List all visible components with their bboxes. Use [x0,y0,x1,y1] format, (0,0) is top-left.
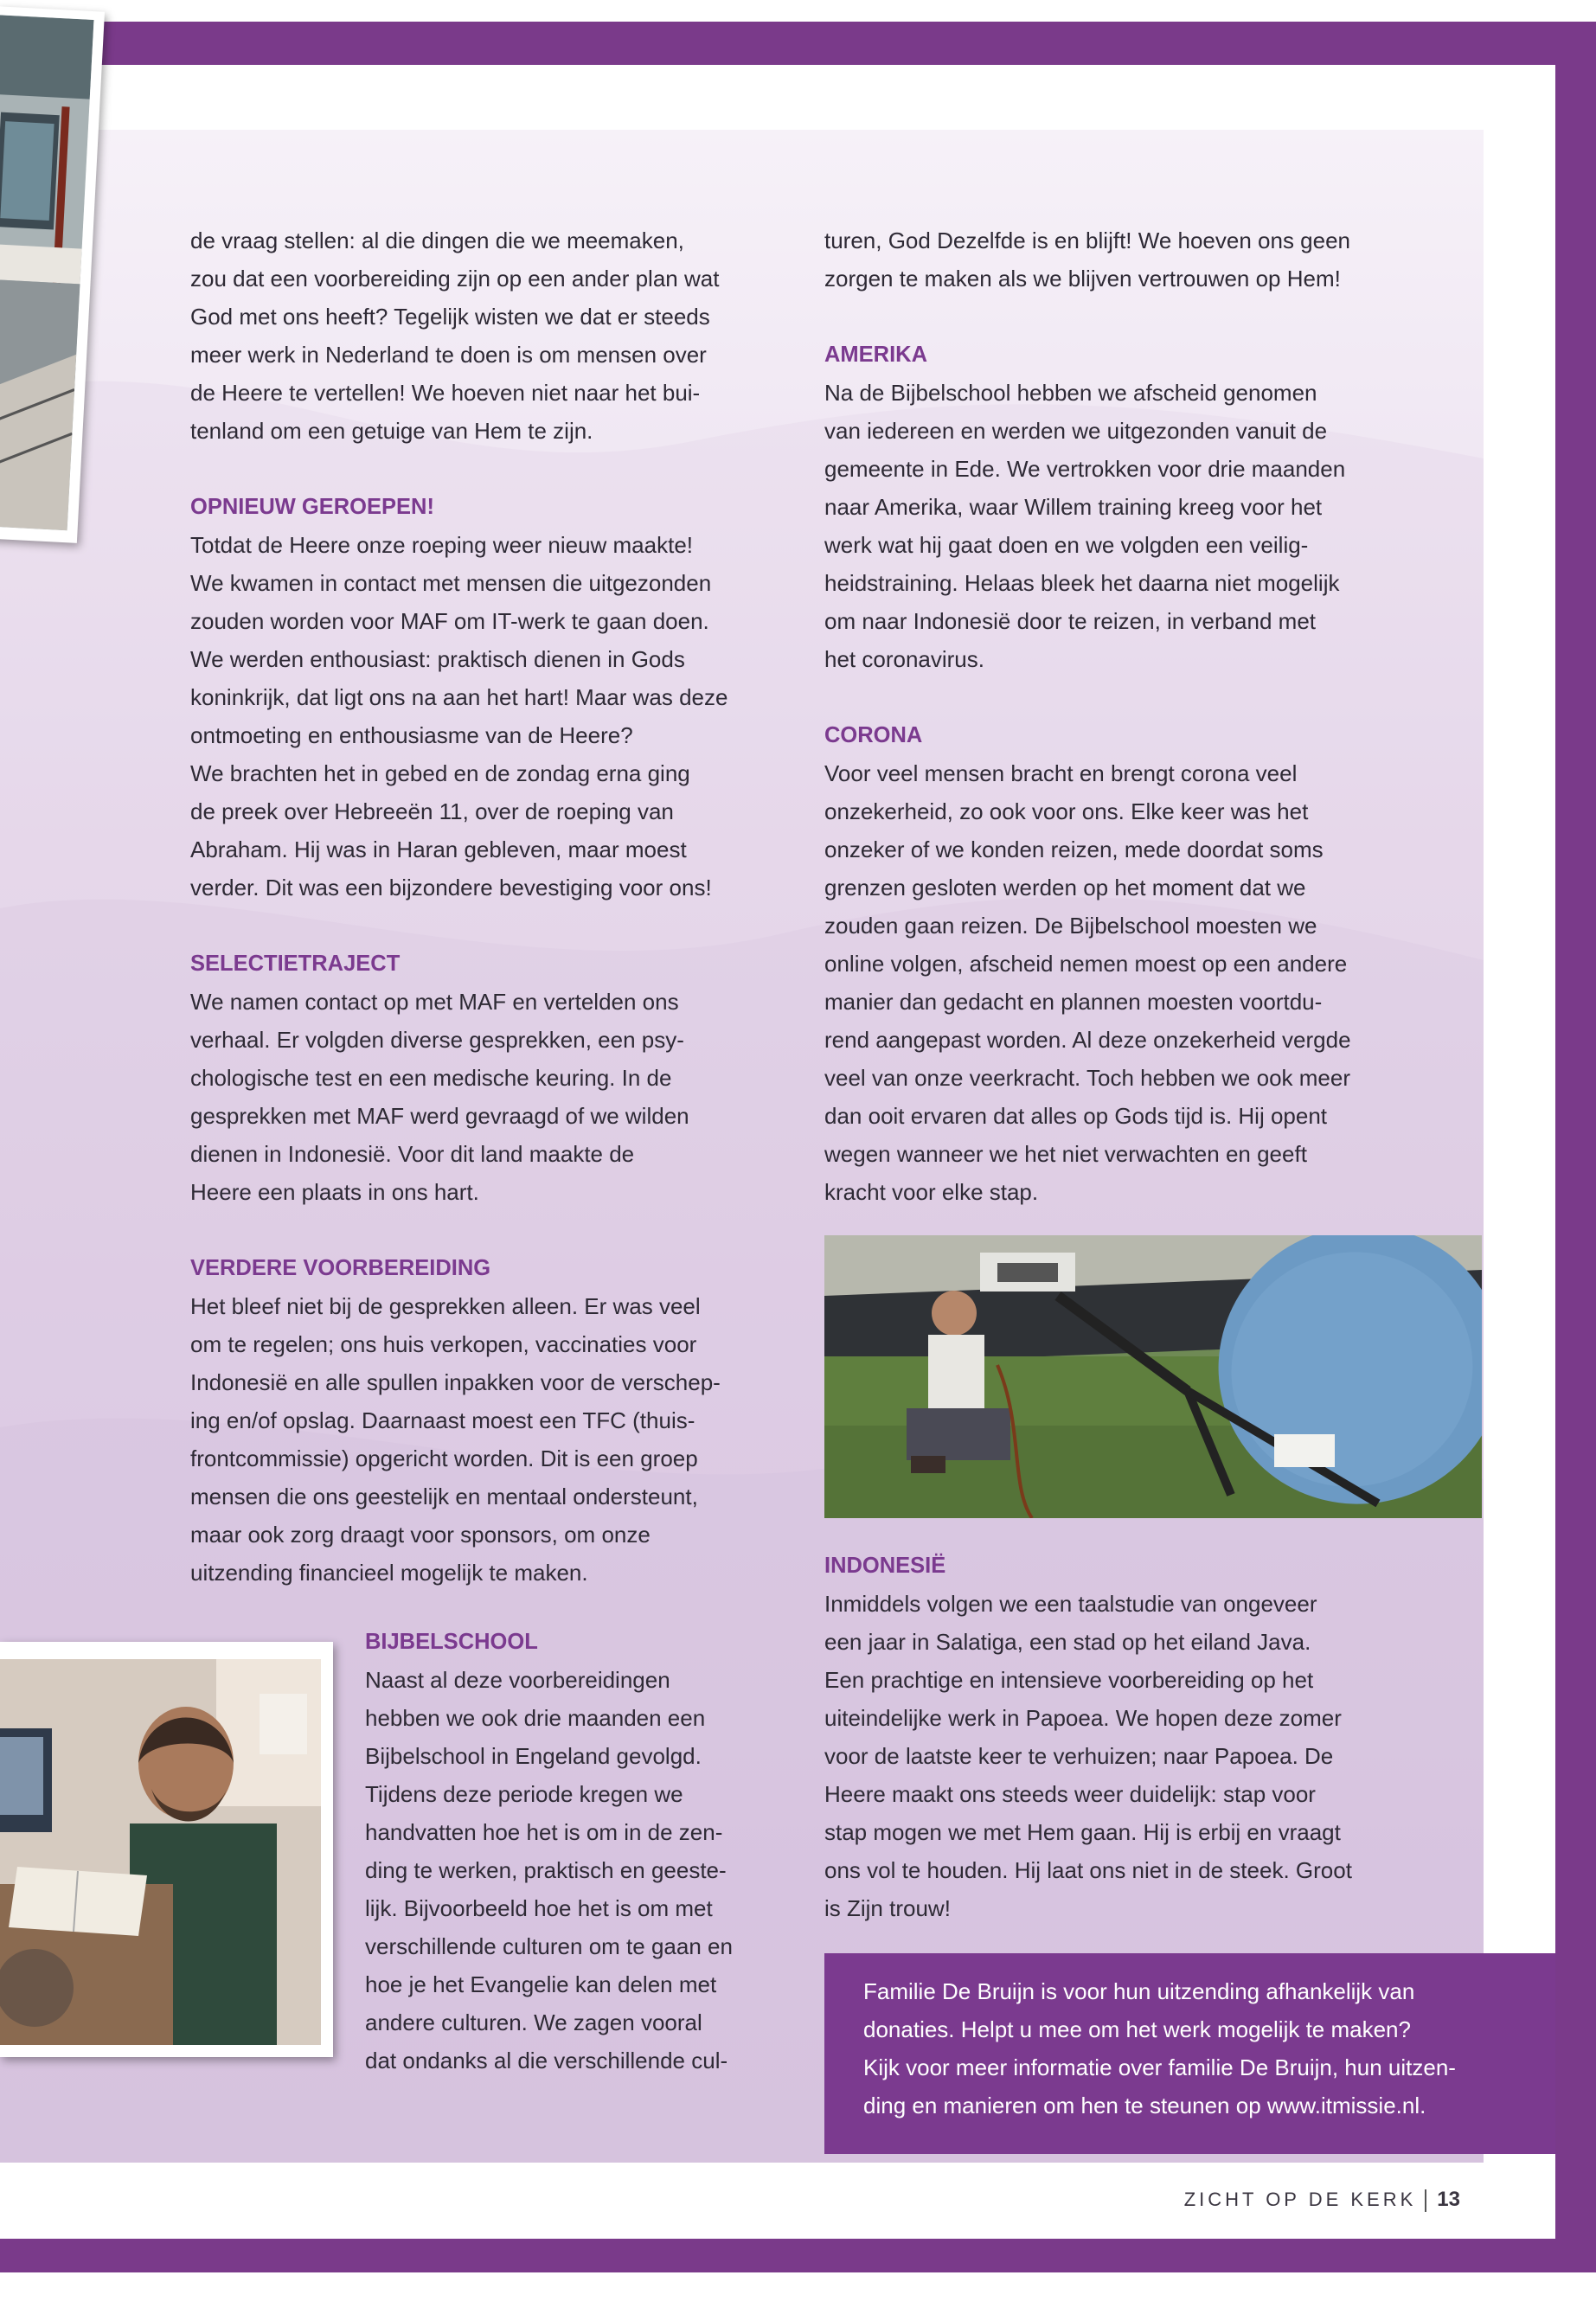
body-text-line: tenland om een getuige van Hem te zijn. [190,418,593,444]
body-text-line: Een prachtige en intensieve voorbereiding op het [824,1667,1314,1693]
section-heading: BIJBELSCHOOL [365,1630,538,1654]
body-text-line: Abraham. Hij was in Haran gebleven, maar moest [190,836,687,862]
body-text-line: een jaar in Salatiga, een stad op het eiland Java. [824,1629,1311,1655]
body-text-line: lijk. Bijvoorbeeld hoe het is om met [365,1895,713,1921]
body-text-line: Na de Bijbelschool hebben we afscheid genomen [824,380,1317,406]
left-column [190,221,783,1592]
body-text-line: Totdat de Heere onze roeping weer nieuw maakte! [190,532,694,558]
body-text-line: heidstraining. Helaas bleek het daarna niet mogelijk [824,570,1340,596]
callout-text-line: Kijk voor meer informatie over familie De Bruijn, hun uitzen- [863,2054,1456,2080]
paragraph-spacer [190,907,783,945]
body-text-line: koninkrijk, dat ligt ons na aan het hart! Maar was deze [190,684,728,710]
section-heading: SELECTIETRAJECT [190,952,401,976]
indonesie-section [824,1547,1417,1927]
body-text-line: zouden gaan reizen. De Bijbelschool moesten we [824,913,1317,939]
body-text-line: manier dan gedacht en plannen moesten voortdu- [824,989,1323,1015]
body-text-line: naar Amerika, waar Willem training kreeg voor het [824,494,1323,520]
body-text-line: maar ook zorg draagt voor sponsors, om onze [190,1522,651,1548]
magazine-name: ZICHT OP DE KERK [1183,2189,1417,2210]
body-text-line: ontmoeting en enthousiasme van de Heere? [190,722,633,748]
paragraph-spacer [824,298,1417,336]
body-text-line: handvatten hoe het is om in de zen- [365,1819,723,1845]
body-text-line: grenzen gesloten werden op het moment dat we [824,875,1306,901]
body-text-line: ons vol te houden. Hij laat ons niet in de steek. Groot [824,1857,1352,1883]
body-text-line: gesprekken met MAF werd gevraagd of we wilden [190,1103,689,1129]
body-text-line: Tijdens deze periode kregen we [365,1781,683,1807]
body-text-line: verschillende culturen om te gaan en [365,1933,733,1959]
body-text-line: mensen die ons geestelijk en mentaal ondersteunt, [190,1484,698,1509]
body-text-line: van iedereen en werden we uitgezonden vanuit de [824,418,1328,444]
body-text-line: dat ondanks al die verschillende cul- [365,2048,728,2073]
body-text-line: om naar Indonesië door te reizen, in verband met [824,608,1317,634]
section-heading: OPNIEUW GEROEPEN! [190,495,434,519]
callout-text-line: donaties. Helpt u mee om het werk mogelijk te maken? [863,2016,1411,2042]
satellite-dish-illustration [824,1235,1482,1518]
body-text-line: We kwamen in contact met mensen die uitgezonden [190,570,712,596]
section-heading: INDONESIË [824,1554,946,1578]
body-text-line: ing en/of opslag. Daarnaast moest een TFC (thuis- [190,1407,695,1433]
body-text-line: Indonesië en alle spullen inpakken voor de verschep- [190,1369,721,1395]
body-text-line: veel van onze veerkracht. Toch hebben we ook meer [824,1065,1350,1091]
body-text-line: Het bleef niet bij de gesprekken alleen. Er was veel [190,1293,701,1319]
body-text-line: voor de laatste keer te verhuizen; naar Papoea. De [824,1743,1334,1769]
body-text-line: dan ooit ervaren dat alles op Gods tijd is. Hij opent [824,1103,1328,1129]
body-text-line: de Heere te vertellen! We hoeven niet naar het bui- [190,380,701,406]
page-frame-right [1555,22,1596,2272]
body-text-line: is Zijn trouw! [824,1895,951,1921]
page-number: 13 [1437,2188,1460,2211]
donation-callout-box [824,1953,1555,2154]
body-text-line: hebben we ook drie maanden een [365,1705,706,1731]
body-text-line: online volgen, afscheid nemen moest op een andere [824,951,1348,977]
body-text-line: dienen in Indonesië. Voor dit land maakte de [190,1141,635,1167]
body-text-line: We werden enthousiast: praktisch dienen in Gods [190,646,685,672]
body-text-line: chologische test en een medische keuring. In de [190,1065,672,1091]
body-text-line: Heere een plaats in ons hart. [190,1179,479,1205]
body-text-line: Voor veel mensen bracht en brengt corona veel [824,760,1298,786]
body-text-line: We brachten het in gebed en de zondag erna ging [190,760,690,786]
body-text-line: We namen contact op met MAF en vertelden ons [190,989,679,1015]
body-text-line: wegen wanneer we het niet verwachten en geeft [824,1141,1307,1167]
section-heading: CORONA [824,723,923,747]
body-text-line: Inmiddels volgen we een taalstudie van ongeveer [824,1591,1317,1617]
bijbelschool-section [365,1623,785,2080]
body-text-line: om te regelen; ons huis verkopen, vaccinaties voor [190,1331,697,1357]
body-text-line: verder. Dit was een bijzondere bevestiging voor ons! [190,875,712,901]
body-text-line: Bijbelschool in Engeland gevolgd. [365,1743,702,1769]
section-heading: VERDERE VOORBEREIDING [190,1256,491,1280]
man-studying-photo [0,1659,321,2045]
page-frame-bottom [0,2239,1596,2272]
paragraph-spacer [190,1211,783,1249]
body-text-line: de preek over Hebreeën 11, over de roeping van [190,798,674,824]
body-text-line: stap mogen we met Hem gaan. Hij is erbij en vraagt [824,1819,1341,1845]
paragraph-spacer [190,450,783,488]
page-footer [1125,2185,1460,2214]
body-text-line: zorgen te maken als we blijven vertrouwen op Hem! [824,266,1341,292]
body-text-line: zou dat een voorbereiding zijn op een ander plan wat [190,266,720,292]
body-text-line: frontcommissie) opgericht worden. Dit is een groep [190,1445,698,1471]
body-text-line: de vraag stellen: al die dingen die we meemaken, [190,228,684,253]
body-text-line: rend aangepast worden. Al deze onzekerheid vergde [824,1027,1351,1053]
body-text-line: ding te werken, praktisch en geeste- [365,1857,727,1883]
body-text-line: uitzending financieel mogelijk te maken. [190,1560,588,1586]
body-text-line: Naast al deze voorbereidingen [365,1667,670,1693]
callout-text-line: ding en manieren om hen te steunen op www.itmissie.nl. [863,2093,1426,2118]
right-column [824,221,1417,1211]
body-text-line: werk wat hij gaat doen en we volgden een veilig- [824,532,1309,558]
callout-text-line: Familie De Bruijn is voor hun uitzending afhankelijk van [863,1978,1415,2004]
photo-man-studying-frame [0,1642,333,2057]
footer-separator [1425,2189,1426,2212]
satellite-dish-photo [824,1235,1482,1518]
section-heading: AMERIKA [824,343,927,367]
body-text-line: Heere maakt ons steeds weer duidelijk: stap voor [824,1781,1316,1807]
body-text-line: andere culturen. We zagen vooral [365,2009,702,2035]
body-text-line: onzeker of we konden reizen, mede doordat soms [824,836,1324,862]
body-text-line: God met ons heeft? Tegelijk wisten we dat er steeds [190,304,710,330]
page-frame-top [0,22,1555,65]
body-text-line: uiteindelijke werk in Papoea. We hopen deze zomer [824,1705,1342,1731]
body-text-line: verhaal. Er volgden diverse gesprekken, een psy- [190,1027,684,1053]
body-text-line: zouden worden voor MAF om IT-werk te gaan doen. [190,608,709,634]
body-text-line: onzekerheid, zo ook voor ons. Elke keer was het [824,798,1309,824]
body-text-line: hoe je het Evangelie kan delen met [365,1971,717,1997]
body-text-line: turen, God Dezelfde is en blijft! We hoeven ons geen [824,228,1351,253]
body-text-line: gemeente in Ede. We vertrokken voor drie maanden [824,456,1346,482]
paragraph-spacer [824,678,1417,716]
body-text-line: meer werk in Nederland te doen is om mensen over [190,342,707,368]
building-photo [0,15,94,530]
body-text-line: het coronavirus. [824,646,984,672]
body-text-line: kracht voor elke stap. [824,1179,1039,1205]
